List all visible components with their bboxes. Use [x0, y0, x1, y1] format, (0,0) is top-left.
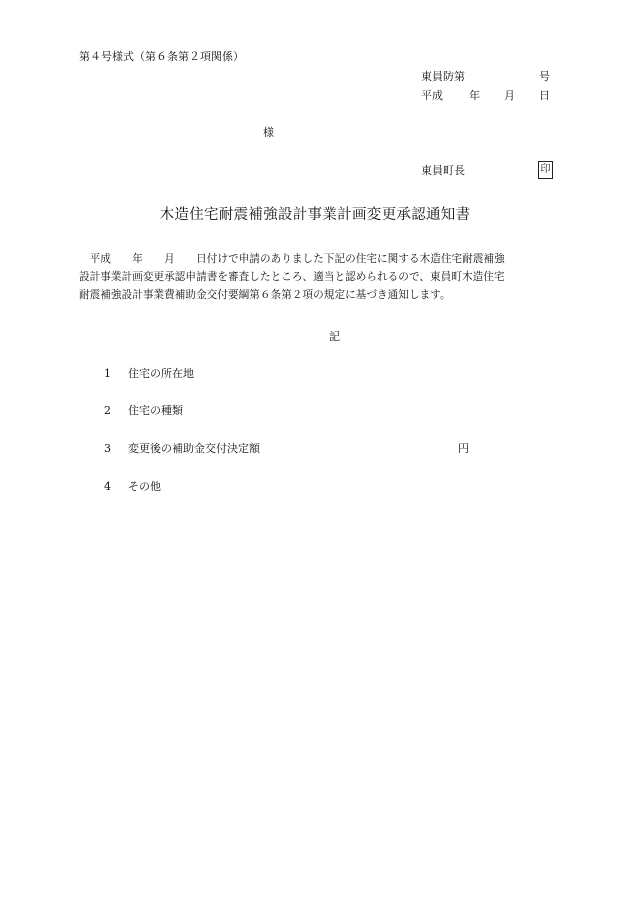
date-month: 月 — [504, 89, 515, 102]
issuer-title: 東員町長 — [421, 164, 465, 177]
item-label: 変更後の補助金交付決定額 — [128, 442, 260, 455]
date-era: 平成 — [421, 89, 443, 102]
list-item — [104, 367, 194, 381]
date-year: 年 — [469, 89, 480, 102]
body-line-2: 設計事業計画変更承認申請書を審査したところ、適当と認められるので、東員町木造住宅 — [79, 271, 505, 283]
item-number: 2 — [104, 404, 111, 417]
item-label: 住宅の所在地 — [128, 367, 194, 380]
list-item — [104, 442, 260, 456]
body-paragraph — [79, 250, 555, 304]
body-line-1: 平成 年 月 日付けで申請のありました下記の住宅に関する木造住宅耐震補強 — [89, 253, 505, 265]
document-number-prefix: 東員防第 — [421, 70, 465, 83]
list-item — [104, 480, 161, 494]
item-label: その他 — [128, 480, 161, 493]
ki-heading: 記 — [329, 330, 340, 343]
yen-unit: 円 — [458, 442, 469, 455]
item-number: 4 — [104, 480, 111, 493]
form-number: 第４号様式（第６条第２項関係） — [79, 50, 244, 63]
item-number: 3 — [104, 442, 111, 455]
body-line-3: 耐震補強設計事業費補助金交付要綱第６条第２項の規定に基づき通知します。 — [79, 289, 451, 301]
list-item — [104, 404, 183, 418]
addressee-honorific: 様 — [263, 126, 274, 139]
seal-stamp: 印 — [538, 161, 553, 179]
item-number: 1 — [104, 367, 111, 380]
item-label: 住宅の種類 — [128, 404, 183, 417]
date-day: 日 — [539, 89, 550, 102]
document-number-suffix: 号 — [539, 70, 550, 83]
document-title: 木造住宅耐震補強設計事業計画変更承認通知書 — [159, 207, 471, 223]
